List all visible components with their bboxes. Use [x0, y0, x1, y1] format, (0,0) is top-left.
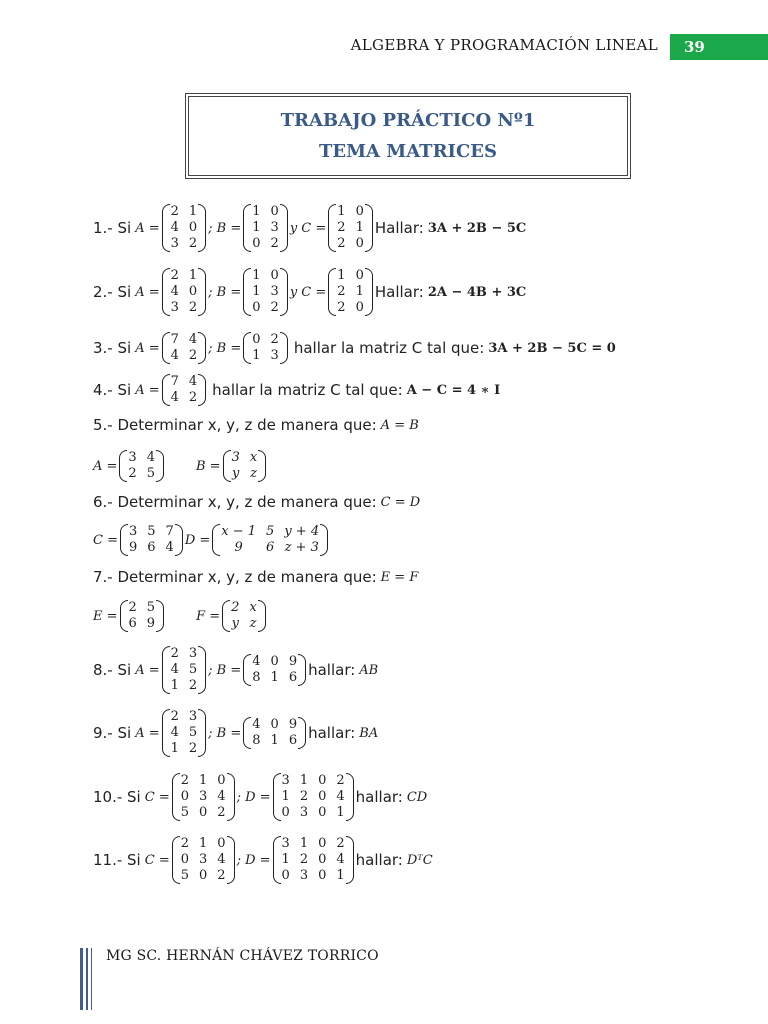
- matrix-cell: x − 1: [221, 524, 257, 539]
- exercise-5-text: [93, 416, 419, 434]
- matrix-cell: 4: [217, 852, 226, 867]
- exercise-5-matrices: A = 3 4 2 5 B = 3 x y z: [93, 450, 268, 482]
- matrix-cell: 2: [270, 236, 279, 251]
- matrix-b: [243, 332, 288, 364]
- exercise-7-matrices: E = 2 5 6 9 F = 2 x y z: [93, 600, 268, 632]
- matrix-cell: 5: [146, 466, 155, 481]
- matrix-cell: 3: [128, 524, 138, 539]
- matrix-cell: 9: [288, 717, 298, 732]
- exercise-4: 4.- Si A = 7 4 4 2 hallar la matriz C tal que: A − C = 4 ∗ I: [93, 374, 501, 405]
- matrix-cell: 2: [170, 204, 179, 219]
- matrix-cell: x: [249, 600, 257, 615]
- matrix-cell: 0: [355, 268, 364, 283]
- matrix-cell: 4: [217, 789, 226, 804]
- matrix-cell: 1: [170, 678, 179, 693]
- matrix-cell: 2: [270, 332, 279, 347]
- exercise-label: 11.- Si: [93, 851, 141, 869]
- left-paren: [172, 773, 180, 821]
- matrix-cell: 3: [270, 220, 279, 235]
- right-paren: [258, 600, 266, 632]
- exercise-label: 4.- Si: [93, 381, 132, 399]
- matrix-cell: 9: [128, 540, 138, 555]
- matrix-c: [328, 268, 373, 316]
- matrix-cell: 2: [180, 773, 189, 788]
- exercise-label: 3.- Si: [93, 339, 132, 357]
- left-paren: [243, 717, 251, 749]
- left-paren: [328, 268, 336, 316]
- matrix-cell: 4: [336, 852, 345, 867]
- matrix-cell: 2: [170, 268, 179, 283]
- matrix-c: [172, 773, 235, 821]
- matrix-cell: 3: [281, 836, 290, 851]
- matrix-cell: 2: [170, 709, 179, 724]
- matrix-cell: 6: [128, 616, 137, 631]
- right-paren: [198, 268, 206, 316]
- left-paren: [222, 600, 230, 632]
- matrix-cell: 5: [146, 600, 156, 615]
- matrix-cell: 8: [252, 733, 261, 748]
- exercise-2: 2.- Si A = 2 1 4 0 3 2 ; B = 1 0 1 3 0 2 y C = 1 0 2 1 2 0 Hallar: 2A − 4B + 3C: [93, 268, 527, 315]
- matrix-cell: 9: [288, 654, 298, 669]
- matrix-cell: 2: [337, 236, 346, 251]
- matrix-cell: 0: [355, 300, 364, 315]
- matrix-cell: 5: [266, 524, 275, 539]
- matrix-cell: 2: [170, 646, 179, 661]
- matrix-cell: 1: [199, 773, 208, 788]
- matrix-cell: 1: [270, 733, 279, 748]
- matrix-cell: 0: [188, 284, 198, 299]
- matrix-cell: 0: [270, 654, 279, 669]
- right-paren: [365, 268, 373, 316]
- matrix-cell: 3: [199, 852, 208, 867]
- matrix-cell: 1: [355, 284, 364, 299]
- matrix-cell: 0: [318, 852, 327, 867]
- matrix-a: [162, 374, 207, 406]
- matrix-cell: 6: [147, 540, 156, 555]
- matrix-cell: 2: [270, 300, 279, 315]
- matrix-cell: 1: [252, 220, 261, 235]
- matrix-cell: 5: [188, 725, 198, 740]
- matrix-cell: 2: [188, 741, 198, 756]
- hallar-text: Hallar:: [374, 219, 424, 237]
- matrix-cell: 3: [299, 868, 309, 883]
- matrix-b: [243, 717, 306, 749]
- hallar-text: Hallar:: [374, 283, 424, 301]
- matrix-cell: 3: [170, 300, 179, 315]
- expression: CD: [406, 789, 428, 805]
- exercise-label: 10.- Si: [93, 788, 141, 806]
- expression: 3A + 2B − 5C: [427, 220, 527, 236]
- right-paren: [280, 204, 288, 252]
- matrix-cell: 4: [165, 540, 174, 555]
- header-title: ALGEBRA Y PROGRAMACIÓN LINEAL: [350, 36, 658, 54]
- matrix-cell: 3: [188, 646, 198, 661]
- right-paren: [320, 524, 328, 556]
- matrix-cell: 2: [128, 466, 137, 481]
- instruction-text: 5.- Determinar x, y, z de manera que:: [93, 416, 377, 434]
- matrix-cell: 9: [234, 540, 243, 555]
- matrix-cell: 7: [165, 524, 174, 539]
- matrix-c: [328, 204, 373, 252]
- right-paren: [198, 332, 206, 364]
- matrix-a: [162, 268, 207, 316]
- matrix-cell: 4: [188, 332, 198, 347]
- expression: DᵀC: [406, 852, 433, 868]
- left-paren: [162, 709, 170, 757]
- right-paren: [198, 646, 206, 694]
- matrix-cell: 2: [337, 300, 346, 315]
- matrix-cell: 1: [199, 836, 208, 851]
- matrix-cell: 2: [336, 836, 345, 851]
- right-paren: [280, 268, 288, 316]
- matrix-cell: 3: [299, 805, 309, 820]
- matrix-cell: 0: [217, 773, 226, 788]
- left-paren: [243, 332, 251, 364]
- matrix-cell: 0: [199, 805, 208, 820]
- matrix-cell: 0: [180, 789, 189, 804]
- matrix-cell: 3: [170, 236, 179, 251]
- matrix-cell: y: [232, 466, 240, 481]
- right-paren: [198, 709, 206, 757]
- matrix-cell: 1: [188, 204, 198, 219]
- matrix-f: [222, 600, 266, 632]
- matrix-cell: 6: [288, 733, 298, 748]
- matrix-cell: 1: [337, 268, 346, 283]
- matrix-cell: 1: [270, 670, 279, 685]
- page-number: 39: [670, 34, 768, 60]
- hallar-text: hallar:: [308, 661, 356, 679]
- exercise-11: 11.- Si C = 2 1 0 0 3 4 5 0 2 ; D = 3 1 0 2 1 2 0 4 0 3 0 1 hallar: DᵀC: [93, 836, 433, 883]
- matrix-cell: 2: [299, 789, 309, 804]
- matrix-cell: 0: [199, 868, 208, 883]
- matrix-cell: 1: [337, 204, 346, 219]
- matrix-cell: 1: [188, 268, 198, 283]
- matrix-cell: 0: [180, 852, 189, 867]
- matrix-cell: 8: [252, 670, 261, 685]
- matrix-cell: 3: [188, 709, 198, 724]
- expression: 3A + 2B − 5C = 0: [488, 340, 616, 356]
- left-paren: [119, 450, 127, 482]
- exercise-label: 8.- Si: [93, 661, 132, 679]
- matrix-cell: 1: [336, 868, 345, 883]
- title-line-1: TRABAJO PRÁCTICO Nº1: [280, 110, 536, 131]
- matrix-b: [243, 268, 288, 316]
- matrix-b: [243, 654, 306, 686]
- right-paren: [156, 450, 164, 482]
- footer-rule: [80, 948, 83, 1010]
- right-paren: [258, 450, 266, 482]
- matrix-cell: 0: [318, 773, 327, 788]
- matrix-cell: 1: [299, 836, 309, 851]
- matrix-cell: 2: [188, 348, 198, 363]
- matrix-cell: 0: [252, 300, 261, 315]
- matrix-cell: 3: [270, 284, 279, 299]
- matrix-cell: 0: [252, 332, 261, 347]
- hallar-text: hallar:: [355, 788, 403, 806]
- matrix-cell: 4: [170, 725, 179, 740]
- expression: BA: [359, 725, 379, 741]
- matrix-a: [162, 332, 207, 364]
- matrix-cell: 0: [270, 204, 279, 219]
- matrix-c: [172, 836, 235, 884]
- matrix-cell: 4: [170, 662, 179, 677]
- matrix-cell: 5: [180, 868, 189, 883]
- exercise-10: 10.- Si C = 2 1 0 0 3 4 5 0 2 ; D = 3 1 0 2 1 2 0 4 0 3 0 1 hallar: CD: [93, 773, 428, 820]
- matrix-cell: 4: [252, 717, 261, 732]
- matrix-cell: 0: [318, 868, 327, 883]
- matrix-cell: 2: [188, 678, 198, 693]
- matrix-e: [120, 600, 165, 632]
- matrix-cell: 0: [355, 236, 364, 251]
- expression: AB: [359, 662, 379, 678]
- matrix-cell: 2: [299, 852, 309, 867]
- matrix-cell: z: [249, 616, 257, 631]
- expression: E = F: [380, 569, 419, 585]
- matrix-cell: 4: [188, 374, 198, 389]
- matrix-cell: 1: [252, 284, 261, 299]
- matrix-cell: 4: [252, 654, 261, 669]
- matrix-cell: 3: [270, 348, 279, 363]
- exercise-7-text: [93, 568, 418, 586]
- matrix-cell: 0: [318, 836, 327, 851]
- expression: C = D: [380, 494, 421, 510]
- right-paren: [227, 773, 235, 821]
- matrix-cell: 1: [170, 741, 179, 756]
- matrix-cell: 4: [170, 348, 179, 363]
- exercise-1: 1.- Si A = 2 1 4 0 3 2 ; B = 1 0 1 3 0 2 y C = 1 0 2 1 2 0 Hallar: 3A + 2B − 5C: [93, 204, 527, 251]
- matrix-cell: 2: [188, 390, 198, 405]
- left-paren: [223, 450, 231, 482]
- exercise-label: 2.- Si: [93, 283, 132, 301]
- left-paren: [120, 600, 128, 632]
- matrix-cell: y + 4: [284, 524, 320, 539]
- matrix-cell: 1: [252, 268, 261, 283]
- title-line-2: TEMA MATRICES: [319, 141, 497, 162]
- right-paren: [346, 836, 354, 884]
- matrix-cell: 3: [231, 450, 240, 465]
- matrix-cell: 2: [217, 868, 226, 883]
- matrix-cell: 1: [336, 805, 345, 820]
- matrix-cell: 2: [188, 236, 198, 251]
- footer-rule: [86, 948, 88, 1010]
- left-paren: [162, 374, 170, 406]
- matrix-cell: 9: [146, 616, 156, 631]
- matrix-cell: 0: [217, 836, 226, 851]
- expression: 2A − 4B + 3C: [427, 284, 527, 300]
- matrix-cell: 2: [231, 600, 240, 615]
- matrix-cell: 7: [170, 374, 179, 389]
- matrix-a: [162, 204, 207, 252]
- matrix-cell: 6: [288, 670, 298, 685]
- instruction-text: hallar la matriz C tal que:: [293, 339, 485, 357]
- left-paren: [212, 524, 220, 556]
- footer-rule: [91, 948, 92, 1010]
- matrix-b: [243, 204, 288, 252]
- expression: A − C = 4 ∗ I: [406, 382, 501, 398]
- right-paren: [175, 524, 183, 556]
- matrix-cell: 0: [270, 268, 279, 283]
- matrix-cell: z + 3: [284, 540, 319, 555]
- matrix-cell: 0: [318, 805, 327, 820]
- matrix-cell: 2: [337, 284, 346, 299]
- expression: A = B: [380, 417, 419, 433]
- matrix-cell: 7: [170, 332, 179, 347]
- matrix-d: [273, 836, 354, 884]
- matrix-cell: 0: [355, 204, 364, 219]
- matrix-cell: 4: [170, 220, 179, 235]
- matrix-a: [162, 709, 207, 757]
- title-box: [188, 96, 628, 176]
- left-paren: [328, 204, 336, 252]
- matrix-cell: 0: [188, 220, 198, 235]
- right-paren: [346, 773, 354, 821]
- left-paren: [273, 836, 281, 884]
- instruction-text: 6.- Determinar x, y, z de manera que:: [93, 493, 377, 511]
- matrix-cell: 2: [337, 220, 346, 235]
- matrix-d: [273, 773, 354, 821]
- matrix-cell: 2: [336, 773, 345, 788]
- matrix-cell: 3: [128, 450, 137, 465]
- matrix-cell: 6: [266, 540, 275, 555]
- exercise-label: 9.- Si: [93, 724, 132, 742]
- left-paren: [162, 268, 170, 316]
- matrix-cell: 5: [147, 524, 156, 539]
- matrix-cell: 2: [180, 836, 189, 851]
- matrix-cell: 0: [281, 868, 290, 883]
- right-paren: [156, 600, 164, 632]
- matrix-b: [223, 450, 267, 482]
- matrix-cell: y: [231, 616, 239, 631]
- matrix-cell: 1: [252, 348, 261, 363]
- left-paren: [243, 654, 251, 686]
- instruction-text: hallar la matriz C tal que:: [212, 381, 403, 399]
- hallar-text: hallar:: [308, 724, 356, 742]
- matrix-cell: 3: [199, 789, 208, 804]
- matrix-cell: 1: [281, 789, 290, 804]
- left-paren: [162, 646, 170, 694]
- matrix-cell: 2: [188, 300, 198, 315]
- left-paren: [172, 836, 180, 884]
- exercise-3: 3.- Si A = 7 4 4 2 ; B = 0 2 1 3 hallar la matriz C tal que: 3A + 2B − 5C = 0: [93, 332, 616, 363]
- exercise-9: 9.- Si A = 2 3 4 5 1 2 ; B = 4 0 9 8 1 6 hallar: BA: [93, 709, 379, 756]
- right-paren: [227, 836, 235, 884]
- matrix-cell: z: [250, 466, 257, 481]
- left-paren: [243, 268, 251, 316]
- matrix-d: [212, 524, 328, 556]
- left-paren: [243, 204, 251, 252]
- hallar-text: hallar:: [355, 851, 403, 869]
- matrix-cell: 2: [217, 805, 226, 820]
- exercise-8: 8.- Si A = 2 3 4 5 1 2 ; B = 4 0 9 8 1 6 hallar: AB: [93, 646, 379, 693]
- matrix-cell: 4: [170, 390, 179, 405]
- matrix-a: [162, 646, 207, 694]
- left-paren: [120, 524, 128, 556]
- matrix-cell: 0: [270, 717, 279, 732]
- matrix-cell: 3: [281, 773, 290, 788]
- matrix-cell: 0: [318, 789, 327, 804]
- left-paren: [273, 773, 281, 821]
- right-paren: [365, 204, 373, 252]
- exercise-6-matrices: C = 3 5 7 9 6 4 D = x − 1 5 y + 4 9 6 z + 3: [93, 524, 330, 556]
- matrix-cell: 1: [281, 852, 290, 867]
- left-paren: [162, 204, 170, 252]
- matrix-cell: 0: [252, 236, 261, 251]
- matrix-c: [120, 524, 183, 556]
- matrix-cell: 5: [180, 805, 189, 820]
- footer-author: MG SC. HERNÁN CHÁVEZ TORRICO: [106, 948, 379, 964]
- matrix-cell: x: [249, 450, 258, 465]
- matrix-cell: 1: [355, 220, 364, 235]
- matrix-cell: 5: [188, 662, 198, 677]
- right-paren: [298, 654, 306, 686]
- matrix-cell: 1: [252, 204, 261, 219]
- right-paren: [198, 374, 206, 406]
- matrix-cell: 1: [299, 773, 309, 788]
- exercise-label: 1.- Si: [93, 219, 132, 237]
- right-paren: [198, 204, 206, 252]
- matrix-cell: 4: [170, 284, 179, 299]
- matrix-cell: 4: [146, 450, 155, 465]
- matrix-cell: 4: [336, 789, 345, 804]
- matrix-cell: 2: [128, 600, 137, 615]
- matrix-a: [119, 450, 164, 482]
- right-paren: [298, 717, 306, 749]
- instruction-text: 7.- Determinar x, y, z de manera que:: [93, 568, 377, 586]
- exercise-6-text: [93, 493, 420, 511]
- right-paren: [280, 332, 288, 364]
- left-paren: [162, 332, 170, 364]
- matrix-cell: 0: [281, 805, 290, 820]
